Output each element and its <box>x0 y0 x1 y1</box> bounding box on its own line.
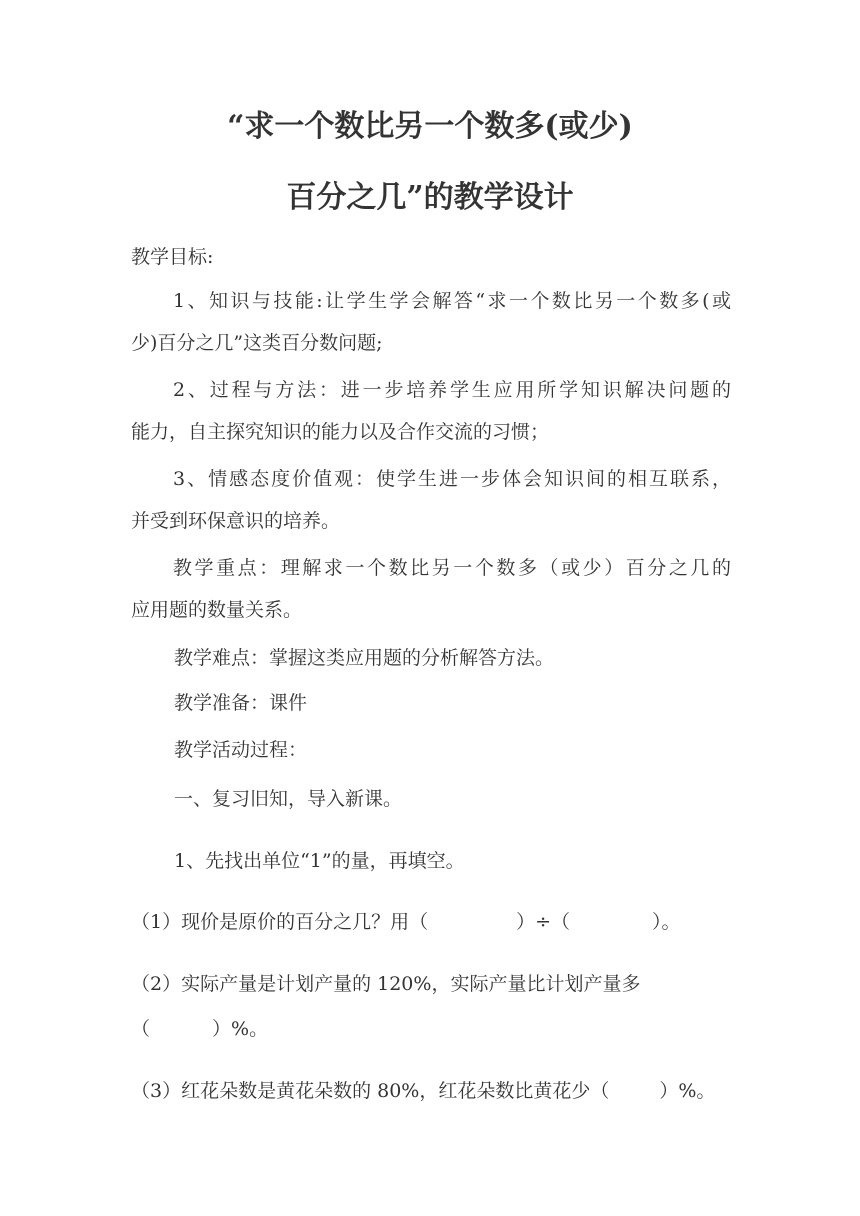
document-title-line-1: “求一个数比另一个数多(或少) <box>227 109 633 144</box>
question-1-end: ）。 <box>652 911 681 933</box>
section-review-heading: 一、复习旧知，导入新课。 <box>174 788 403 810</box>
objective-knowledge-skills <box>131 280 731 364</box>
question-2-end: ）%。 <box>212 1018 269 1040</box>
question-3-text: （3）红花朵数是黄花朵数的 80%，红花朵数比黄花少（ <box>131 1080 610 1102</box>
question-2-line-1: （2）实际产量是计划产量的 120%，实际产量比计划产量多 <box>131 973 641 995</box>
objective-1-line-1: 1、知识与技能:让学生学会解答“求一个数比另一个数多(或 <box>173 290 731 312</box>
teaching-process-heading: 教学活动过程： <box>174 739 308 761</box>
question-3-end: ）%。 <box>659 1080 716 1102</box>
key-point-line-1: 教学重点：理解求一个数比另一个数多（或少）百分之几的 <box>173 557 731 579</box>
objective-3-line-2: 并受到环保意识的培养。 <box>131 510 341 532</box>
objective-3-line-1: 3、情感态度价值观：使学生进一步体会知识间的相互联系， <box>173 468 731 490</box>
key-point-line-2: 应用题的数量关系。 <box>131 599 303 621</box>
question-2-open: （ <box>131 1018 151 1040</box>
question-3 <box>131 1076 715 1103</box>
document-title-line-2: 百分之几”的教学设计 <box>286 180 574 215</box>
teaching-preparation: 教学准备：课件 <box>174 692 308 714</box>
objective-1-line-2: 少)百分之几”这类百分数问题; <box>131 332 383 354</box>
objective-process-method <box>131 369 731 453</box>
question-1-text: （1）现价是原价的百分之几？用（ <box>131 911 429 933</box>
question-1 <box>131 907 681 934</box>
objectives-heading: 教学目标: <box>131 246 214 268</box>
objective-2-line-2: 能力，自主探究知识的能力以及合作交流的习惯； <box>131 421 550 443</box>
objective-attitude-values <box>131 458 731 542</box>
question-1-divide: ）÷（ <box>516 911 571 933</box>
question-2-line-2 <box>131 1014 268 1041</box>
exercise-intro: 1、先找出单位“1”的量，再填空。 <box>174 850 465 872</box>
objective-2-line-1: 2、过程与方法：进一步培养学生应用所学知识解决问题的 <box>173 379 731 401</box>
teaching-key-point <box>131 547 731 631</box>
teaching-difficulty: 教学难点：掌握这类应用题的分析解答方法。 <box>174 647 555 669</box>
